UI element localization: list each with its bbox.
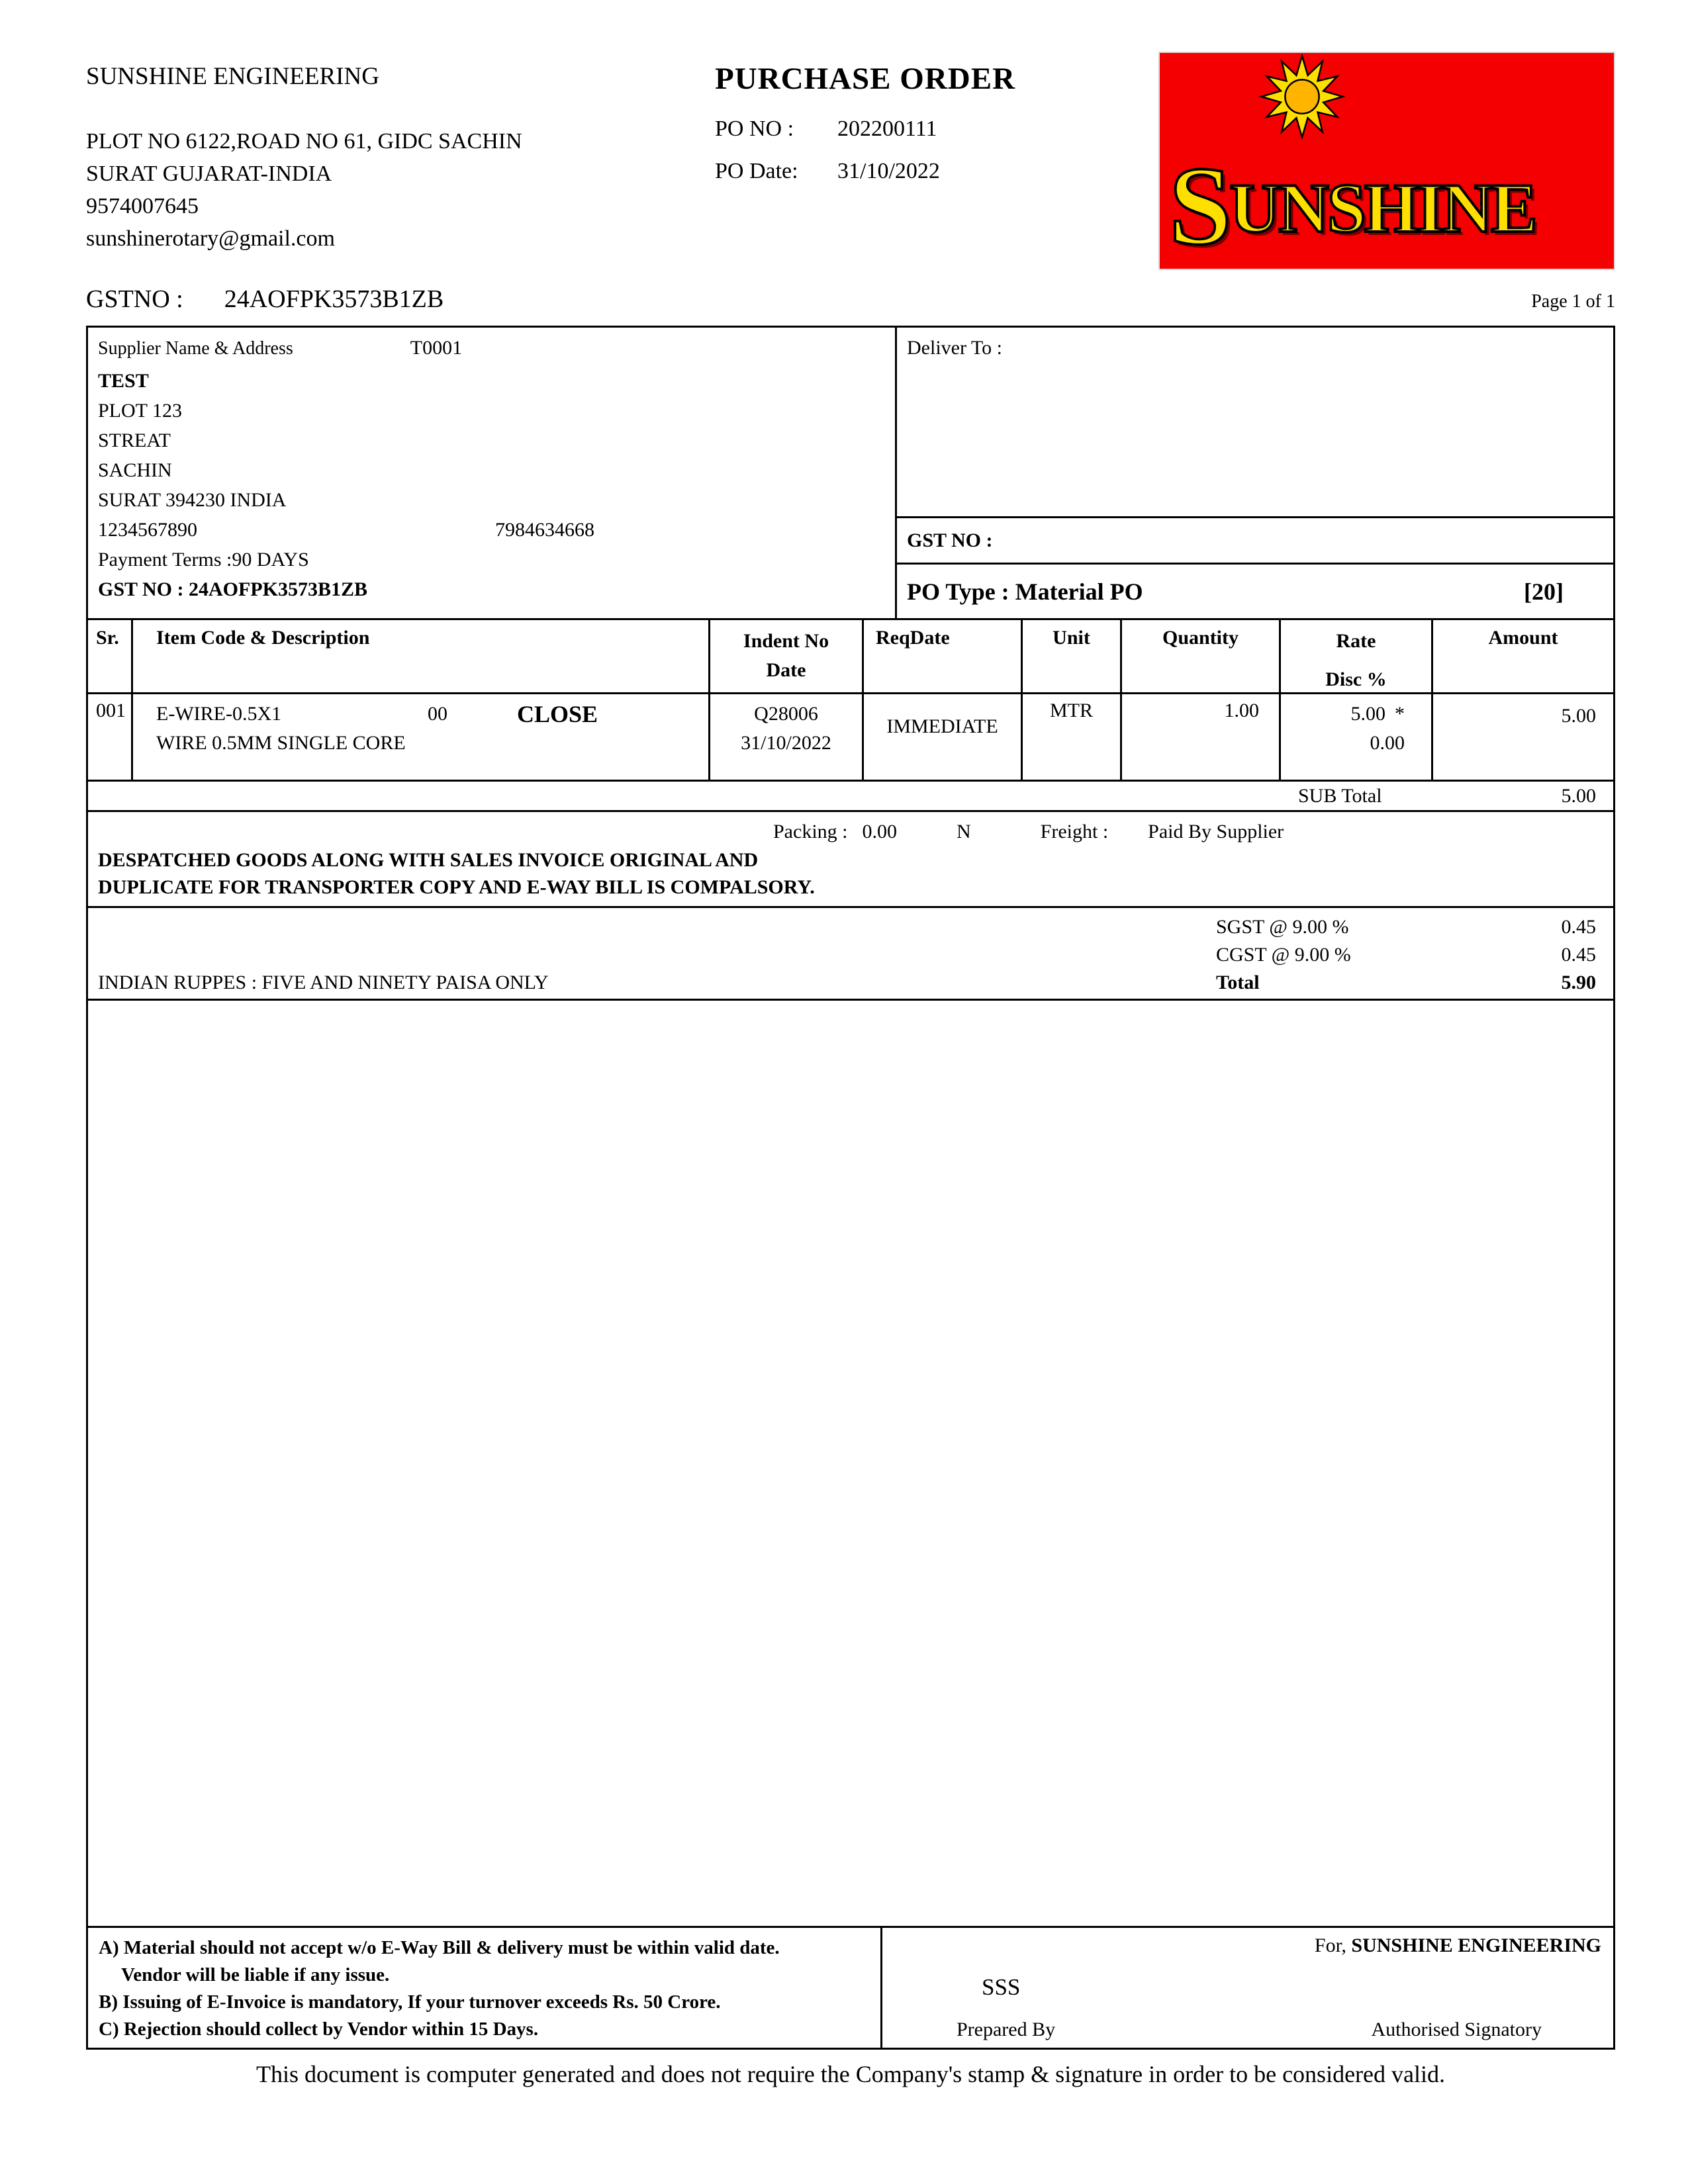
- charges-section: [88, 812, 1613, 908]
- col-header-amount: Amount: [1433, 620, 1613, 694]
- supplier-phone1: 1234567890: [98, 519, 197, 541]
- rate-flag: *: [1395, 703, 1405, 725]
- header: [86, 52, 1615, 285]
- col-header-unit: Unit: [1023, 620, 1122, 694]
- item-code2: 00: [428, 703, 447, 725]
- po-no-label: PO NO :: [715, 116, 794, 141]
- subtotal-row: [88, 782, 1613, 812]
- row-rate-cell: [1281, 694, 1433, 782]
- col-header-indent: [710, 620, 864, 694]
- indent-date: 31/10/2022: [741, 732, 831, 754]
- company-email: sunshinerotary@gmail.com: [86, 226, 335, 251]
- col-header-reqdate: ReqDate: [864, 620, 1023, 694]
- empty-body-area: [88, 1001, 1613, 1926]
- tax-section: [88, 908, 1613, 1001]
- term-line-c: C) Rejection should collect by Vendor within 15 Days.: [99, 2019, 539, 2040]
- subtotal-label: SUB Total: [1298, 784, 1382, 807]
- packing-flag: N: [957, 821, 971, 842]
- company-gst-label: GSTNO :: [86, 285, 183, 313]
- term-line-a: A) Material should not accept w/o E-Way Bill & delivery must be within valid date.: [99, 1937, 780, 1958]
- disc-value: 0.00: [1370, 732, 1405, 754]
- subtotal-value: 5.00: [1561, 784, 1596, 807]
- supplier-code: T0001: [410, 337, 463, 359]
- for-label: For,: [1314, 1934, 1346, 1956]
- item-code: E-WIRE-0.5X1: [156, 703, 282, 725]
- deliver-block: [897, 328, 1613, 618]
- row-item-cell: [133, 694, 710, 782]
- prepared-by-signature: SSS: [982, 1974, 1021, 2000]
- item-description: WIRE 0.5MM SINGLE CORE: [156, 732, 406, 754]
- po-type-code: [20]: [1524, 578, 1564, 605]
- sun-icon: [1249, 54, 1355, 139]
- company-address-line2: SURAT GUJARAT-INDIA: [86, 161, 332, 186]
- col-header-rate-label: Rate: [1336, 630, 1376, 652]
- col-header-rate: [1281, 620, 1433, 694]
- signature-block: [882, 1928, 1613, 2048]
- supplier-address-line: STREAT: [98, 430, 171, 451]
- supplier-gst: GST NO : 24AOFPK3573B1ZB: [98, 578, 367, 600]
- row-quantity: 1.00: [1122, 694, 1281, 782]
- payment-terms: Payment Terms :90 DAYS: [98, 549, 309, 570]
- col-header-indent-no: Indent No: [743, 630, 829, 652]
- company-gst-row: [86, 285, 1615, 326]
- company-gst-value: 24AOFPK3573B1ZB: [224, 285, 444, 313]
- footer-box: [88, 1926, 1613, 2048]
- supplier-deliver-section: [88, 328, 1613, 620]
- po-no-value: 202200111: [837, 116, 937, 141]
- items-table: [88, 620, 1613, 782]
- term-line-b: B) Issuing of E-Invoice is mandatory, If your turnover exceeds Rs. 50 Crore.: [99, 1991, 721, 2013]
- row-reqdate: IMMEDIATE: [864, 694, 1023, 782]
- total-label: Total: [1216, 972, 1260, 993]
- po-type-label: PO Type : Material PO: [907, 578, 1143, 605]
- company-address-line1: PLOT NO 6122,ROAD NO 61, GIDC SACHIN: [86, 129, 522, 154]
- row-unit: MTR: [1023, 694, 1122, 782]
- terms-block: [88, 1928, 882, 2048]
- document-title: PURCHASE ORDER: [715, 62, 1016, 96]
- row-sr: 001: [88, 694, 133, 782]
- deliver-to-label: Deliver To :: [907, 337, 1002, 359]
- despatch-note-line1: DESPATCHED GOODS ALONG WITH SALES INVOICE ORIGINAL AND: [98, 849, 759, 871]
- indent-no: Q28006: [754, 703, 818, 725]
- packing-label: Packing :: [773, 821, 848, 842]
- company-name: SUNSHINE ENGINEERING: [86, 63, 379, 90]
- authorised-signatory-label: Authorised Signatory: [1371, 2019, 1542, 2040]
- col-header-item: Item Code & Description: [133, 620, 710, 694]
- page-number: Page 1 of 1: [1531, 291, 1615, 312]
- packing-value: 0.00: [862, 821, 897, 842]
- col-header-indent-date: Date: [766, 659, 806, 681]
- sgst-value: 0.45: [1561, 916, 1596, 938]
- item-status: CLOSE: [517, 701, 598, 727]
- computer-generated-disclaimer: This document is computer generated and does not require the Company's stamp & signature in order to be considered valid.: [256, 2061, 1445, 2087]
- logo-wordmark: [1169, 143, 1609, 268]
- col-header-quantity: Quantity: [1122, 620, 1281, 694]
- company-block: [86, 52, 715, 285]
- supplier-section-label: Supplier Name & Address: [98, 338, 293, 359]
- for-company: SUNSHINE ENGINEERING: [1351, 1934, 1601, 1956]
- freight-value: Paid By Supplier: [1148, 821, 1284, 842]
- row-indent-cell: [710, 694, 864, 782]
- deliver-gst-label: GST NO :: [897, 516, 1613, 563]
- freight-label: Freight :: [1040, 821, 1109, 842]
- col-header-sr: Sr.: [88, 620, 133, 694]
- company-logo: [1158, 52, 1615, 270]
- row-amount: 5.00: [1433, 694, 1613, 782]
- po-date-value: 31/10/2022: [837, 159, 940, 183]
- company-phone: 9574007645: [86, 194, 199, 218]
- amount-in-words: INDIAN RUPPES : FIVE AND NINETY PAISA ONLY: [98, 972, 549, 993]
- supplier-address-line: SACHIN: [98, 459, 172, 481]
- rate-value: 5.00: [1350, 703, 1385, 725]
- sgst-label: SGST @ 9.00 %: [1216, 916, 1349, 938]
- document-frame: [86, 326, 1615, 2050]
- logo-initial: S: [1169, 143, 1230, 268]
- po-info-block: [715, 52, 1086, 285]
- prepared-by-label: Prepared By: [957, 2019, 1056, 2040]
- supplier-address-line: PLOT 123: [98, 400, 182, 422]
- col-header-disc: Disc %: [1325, 668, 1387, 690]
- supplier-address-line: SURAT 394230 INDIA: [98, 489, 287, 511]
- supplier-block: [88, 328, 897, 618]
- po-date-label: PO Date:: [715, 159, 798, 183]
- supplier-name: TEST: [98, 370, 149, 392]
- po-type-row: [897, 563, 1613, 618]
- supplier-phone2: 7984634668: [495, 519, 594, 541]
- term-line-a2: Vendor will be liable if any issue.: [121, 1964, 390, 1985]
- despatch-note-line2: DUPLICATE FOR TRANSPORTER COPY AND E-WAY BILL IS COMPALSORY.: [98, 876, 815, 898]
- logo-rest: UNSHINE: [1229, 169, 1536, 247]
- cgst-label: CGST @ 9.00 %: [1216, 944, 1351, 966]
- cgst-value: 0.45: [1561, 944, 1596, 966]
- total-value: 5.90: [1561, 972, 1596, 993]
